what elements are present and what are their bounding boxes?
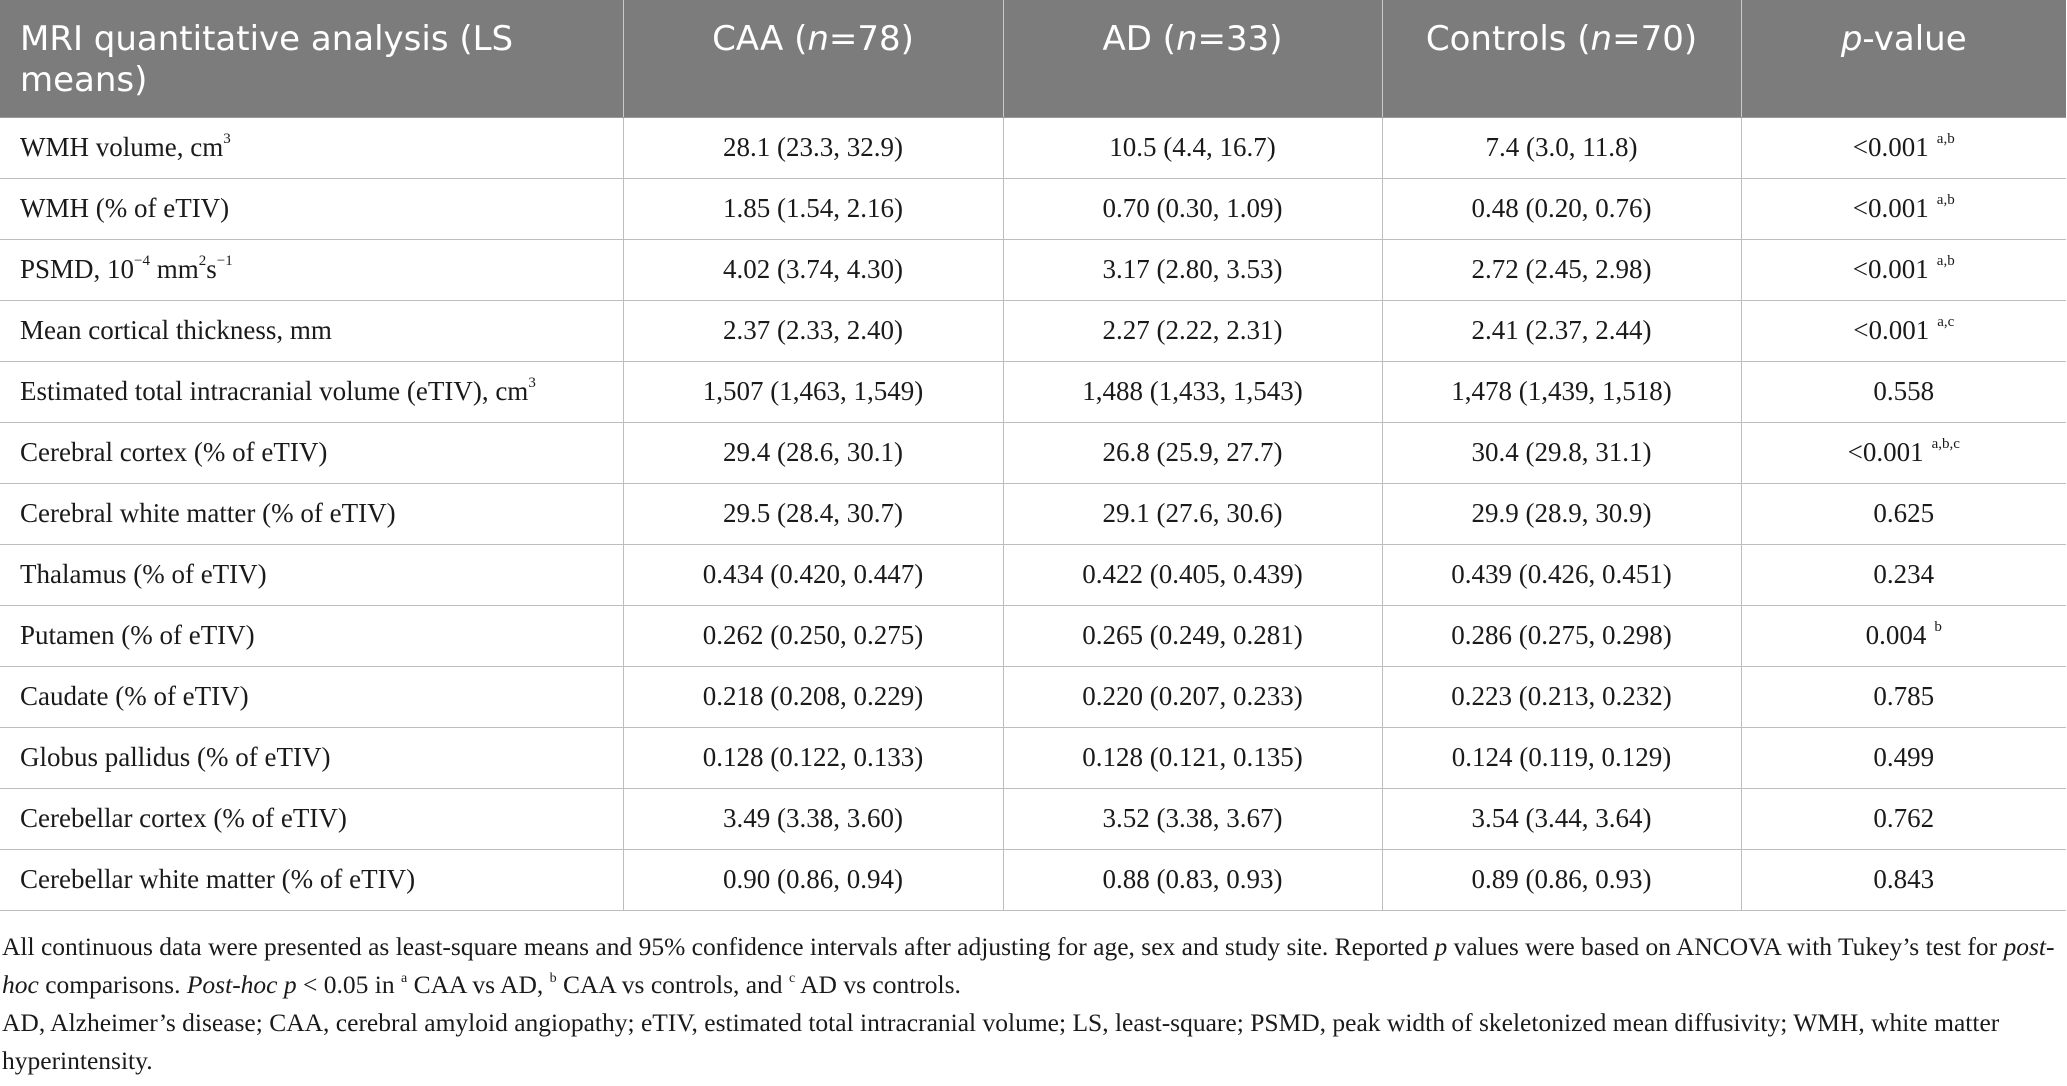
- table-body: [0, 117, 2066, 910]
- cell-p-value: [1741, 849, 2066, 910]
- cell-p-value: [1741, 605, 2066, 666]
- table-row: [0, 849, 2066, 910]
- cell-controls: 7.4 (3.0, 11.8): [1382, 117, 1741, 178]
- p-value-text: <0.001: [1847, 437, 1924, 467]
- cell-caa: 28.1 (23.3, 32.9): [623, 117, 1003, 178]
- table-row: [0, 239, 2066, 300]
- footnote-marker: a: [400, 971, 408, 986]
- p-value-text: 0.625: [1873, 498, 1935, 528]
- header-measure-label: MRI quantitative analysis (LS means): [20, 19, 514, 100]
- table-row: [0, 300, 2066, 361]
- cell-caa: 2.37 (2.33, 2.40): [623, 300, 1003, 361]
- cell-caa: 0.262 (0.250, 0.275): [623, 605, 1003, 666]
- cell-p-value: [1741, 117, 2066, 178]
- footnote-marker: b: [549, 971, 557, 986]
- cell-controls: 0.223 (0.213, 0.232): [1382, 666, 1741, 727]
- p-value-text: <0.001: [1853, 315, 1930, 345]
- cell-p-value: [1741, 178, 2066, 239]
- footnote-text: values were based on ANCOVA with Tukey’s test for: [1447, 932, 2004, 961]
- cell-controls: 29.9 (28.9, 30.9): [1382, 483, 1741, 544]
- cell-caa: 1.85 (1.54, 2.16): [623, 178, 1003, 239]
- p-value-text: <0.001: [1852, 132, 1929, 162]
- footnote-methods: [2, 928, 2062, 1004]
- p-value-footnote: a,b,c: [1931, 436, 1960, 452]
- row-label: Cerebral white matter (% of eTIV): [0, 483, 623, 544]
- cell-ad: 3.52 (3.38, 3.67): [1003, 788, 1382, 849]
- row-label-sup: 3: [223, 131, 231, 147]
- row-label-sup: −4: [134, 253, 151, 269]
- cell-controls: 0.124 (0.119, 0.129): [1382, 727, 1741, 788]
- row-label: Caudate (% of eTIV): [0, 666, 623, 727]
- table-row: [0, 544, 2066, 605]
- cell-p-value: [1741, 239, 2066, 300]
- cell-controls: 0.439 (0.426, 0.451): [1382, 544, 1741, 605]
- cell-ad: 0.88 (0.83, 0.93): [1003, 849, 1382, 910]
- p-value-text: <0.001: [1852, 193, 1929, 223]
- table-row: [0, 788, 2066, 849]
- row-label: Cerebral cortex (% of eTIV): [0, 422, 623, 483]
- footnote-marker: c: [788, 971, 796, 986]
- p-value-footnote: a,b: [1936, 253, 1955, 269]
- table-footnotes: [2, 928, 2062, 1080]
- header-p-suffix: -value: [1862, 19, 1967, 59]
- row-label-text: WMH volume, cm: [20, 132, 224, 162]
- cell-ad: 0.70 (0.30, 1.09): [1003, 178, 1382, 239]
- footnote-italic: p: [1434, 932, 1448, 961]
- header-caa-suffix: =78): [828, 19, 914, 59]
- cell-ad: 1,488 (1,433, 1,543): [1003, 361, 1382, 422]
- header-ad-prefix: AD (: [1102, 19, 1176, 59]
- cell-caa: 29.5 (28.4, 30.7): [623, 483, 1003, 544]
- p-value-text: <0.001: [1852, 254, 1929, 284]
- cell-controls: 2.72 (2.45, 2.98): [1382, 239, 1741, 300]
- table-row: [0, 422, 2066, 483]
- p-value-text: 0.558: [1873, 376, 1935, 406]
- cell-caa: 3.49 (3.38, 3.60): [623, 788, 1003, 849]
- cell-ad: 0.128 (0.121, 0.135): [1003, 727, 1382, 788]
- header-controls-n: n: [1590, 19, 1613, 59]
- table-row: [0, 483, 2066, 544]
- cell-caa: 0.218 (0.208, 0.229): [623, 666, 1003, 727]
- p-value-text: 0.499: [1873, 742, 1935, 772]
- p-value-footnote: a,b: [1936, 131, 1955, 147]
- cell-ad: 0.220 (0.207, 0.233): [1003, 666, 1382, 727]
- cell-controls: 0.286 (0.275, 0.298): [1382, 605, 1741, 666]
- row-label: [0, 361, 623, 422]
- p-value-text: 0.785: [1873, 681, 1935, 711]
- p-value-text: 0.004: [1865, 620, 1927, 650]
- header-caa-prefix: CAA (: [712, 19, 808, 59]
- cell-ad: 10.5 (4.4, 16.7): [1003, 117, 1382, 178]
- cell-caa: 4.02 (3.74, 4.30): [623, 239, 1003, 300]
- cell-p-value: [1741, 544, 2066, 605]
- p-value-footnote: a,c: [1937, 314, 1955, 330]
- row-label-text: Estimated total intracranial volume (eTIV), cm: [20, 376, 529, 406]
- header-controls: [1382, 0, 1741, 117]
- row-label-text: mm: [150, 254, 199, 284]
- footnote-text: AD vs controls.: [795, 970, 961, 999]
- cell-ad: 3.17 (2.80, 3.53): [1003, 239, 1382, 300]
- row-label: Putamen (% of eTIV): [0, 605, 623, 666]
- cell-ad: 0.422 (0.405, 0.439): [1003, 544, 1382, 605]
- cell-controls: 1,478 (1,439, 1,518): [1382, 361, 1741, 422]
- table-header: [0, 0, 2066, 117]
- p-value-text: 0.762: [1873, 803, 1935, 833]
- cell-ad: 29.1 (27.6, 30.6): [1003, 483, 1382, 544]
- footnote-text: CAA vs AD,: [407, 970, 550, 999]
- cell-caa: 0.90 (0.86, 0.94): [623, 849, 1003, 910]
- table-row: [0, 727, 2066, 788]
- cell-p-value: [1741, 361, 2066, 422]
- row-label: Thalamus (% of eTIV): [0, 544, 623, 605]
- cell-p-value: [1741, 483, 2066, 544]
- p-value-footnote: b: [1934, 619, 1942, 635]
- table-row: [0, 178, 2066, 239]
- p-value-text: 0.234: [1873, 559, 1935, 589]
- cell-controls: 0.48 (0.20, 0.76): [1382, 178, 1741, 239]
- header-measure: [0, 0, 623, 117]
- cell-p-value: [1741, 727, 2066, 788]
- row-label: Mean cortical thickness, mm: [0, 300, 623, 361]
- cell-ad: 0.265 (0.249, 0.281): [1003, 605, 1382, 666]
- cell-controls: 2.41 (2.37, 2.44): [1382, 300, 1741, 361]
- header-p-value: [1741, 0, 2066, 117]
- p-value-text: 0.843: [1873, 864, 1935, 894]
- footnote-abbreviations: AD, Alzheimer’s disease; CAA, cerebral amyloid angiopathy; eTIV, estimated total intracranial volume; LS, least-square; PSMD, peak width of skeletonized mean diffusivity; WMH, white matter hyperintensity.: [2, 1008, 2000, 1075]
- cell-controls: 0.89 (0.86, 0.93): [1382, 849, 1741, 910]
- footnote-italic: post-hoc: [2, 932, 2055, 999]
- header-caa-n: n: [807, 19, 829, 59]
- header-row: [0, 0, 2066, 117]
- row-label-sup: 3: [528, 375, 536, 391]
- table-row: [0, 666, 2066, 727]
- cell-p-value: [1741, 666, 2066, 727]
- row-label: Cerebellar cortex (% of eTIV): [0, 788, 623, 849]
- row-label-sup: 2: [198, 253, 207, 269]
- row-label-text: PSMD, 10: [20, 254, 135, 284]
- row-label: WMH (% of eTIV): [0, 178, 623, 239]
- cell-caa: 29.4 (28.6, 30.1): [623, 422, 1003, 483]
- cell-ad: 26.8 (25.9, 27.7): [1003, 422, 1382, 483]
- footnote-italic: Post-hoc p: [186, 970, 297, 999]
- header-p-italic: p: [1840, 19, 1863, 59]
- row-label-text: s: [206, 254, 217, 284]
- footnote-text: CAA vs controls, and: [556, 970, 789, 999]
- row-label-sup: −1: [216, 253, 233, 269]
- footnote-text: comparisons.: [38, 970, 187, 999]
- header-ad-n: n: [1175, 19, 1198, 59]
- cell-p-value: [1741, 422, 2066, 483]
- footnote-text: All continuous data were presented as least-square means and 95% confidence intervals after adjusting for age, sex and study site. Reported: [2, 932, 1435, 961]
- cell-controls: 30.4 (29.8, 31.1): [1382, 422, 1741, 483]
- table-row: [0, 117, 2066, 178]
- p-value-footnote: a,b: [1936, 192, 1955, 208]
- cell-caa: 1,507 (1,463, 1,549): [623, 361, 1003, 422]
- row-label: [0, 117, 623, 178]
- header-caa: [623, 0, 1003, 117]
- footnote-text: < 0.05 in: [296, 970, 401, 999]
- table-row: [0, 605, 2066, 666]
- header-ad-suffix: =33): [1197, 19, 1283, 59]
- cell-controls: 3.54 (3.44, 3.64): [1382, 788, 1741, 849]
- header-controls-suffix: =70): [1612, 19, 1698, 59]
- header-ad: [1003, 0, 1382, 117]
- cell-ad: 2.27 (2.22, 2.31): [1003, 300, 1382, 361]
- row-label: Cerebellar white matter (% of eTIV): [0, 849, 623, 910]
- row-label: [0, 239, 623, 300]
- cell-p-value: [1741, 788, 2066, 849]
- cell-caa: 0.434 (0.420, 0.447): [623, 544, 1003, 605]
- cell-caa: 0.128 (0.122, 0.133): [623, 727, 1003, 788]
- cell-p-value: [1741, 300, 2066, 361]
- row-label: Globus pallidus (% of eTIV): [0, 727, 623, 788]
- table-row: [0, 361, 2066, 422]
- header-controls-prefix: Controls (: [1425, 19, 1591, 59]
